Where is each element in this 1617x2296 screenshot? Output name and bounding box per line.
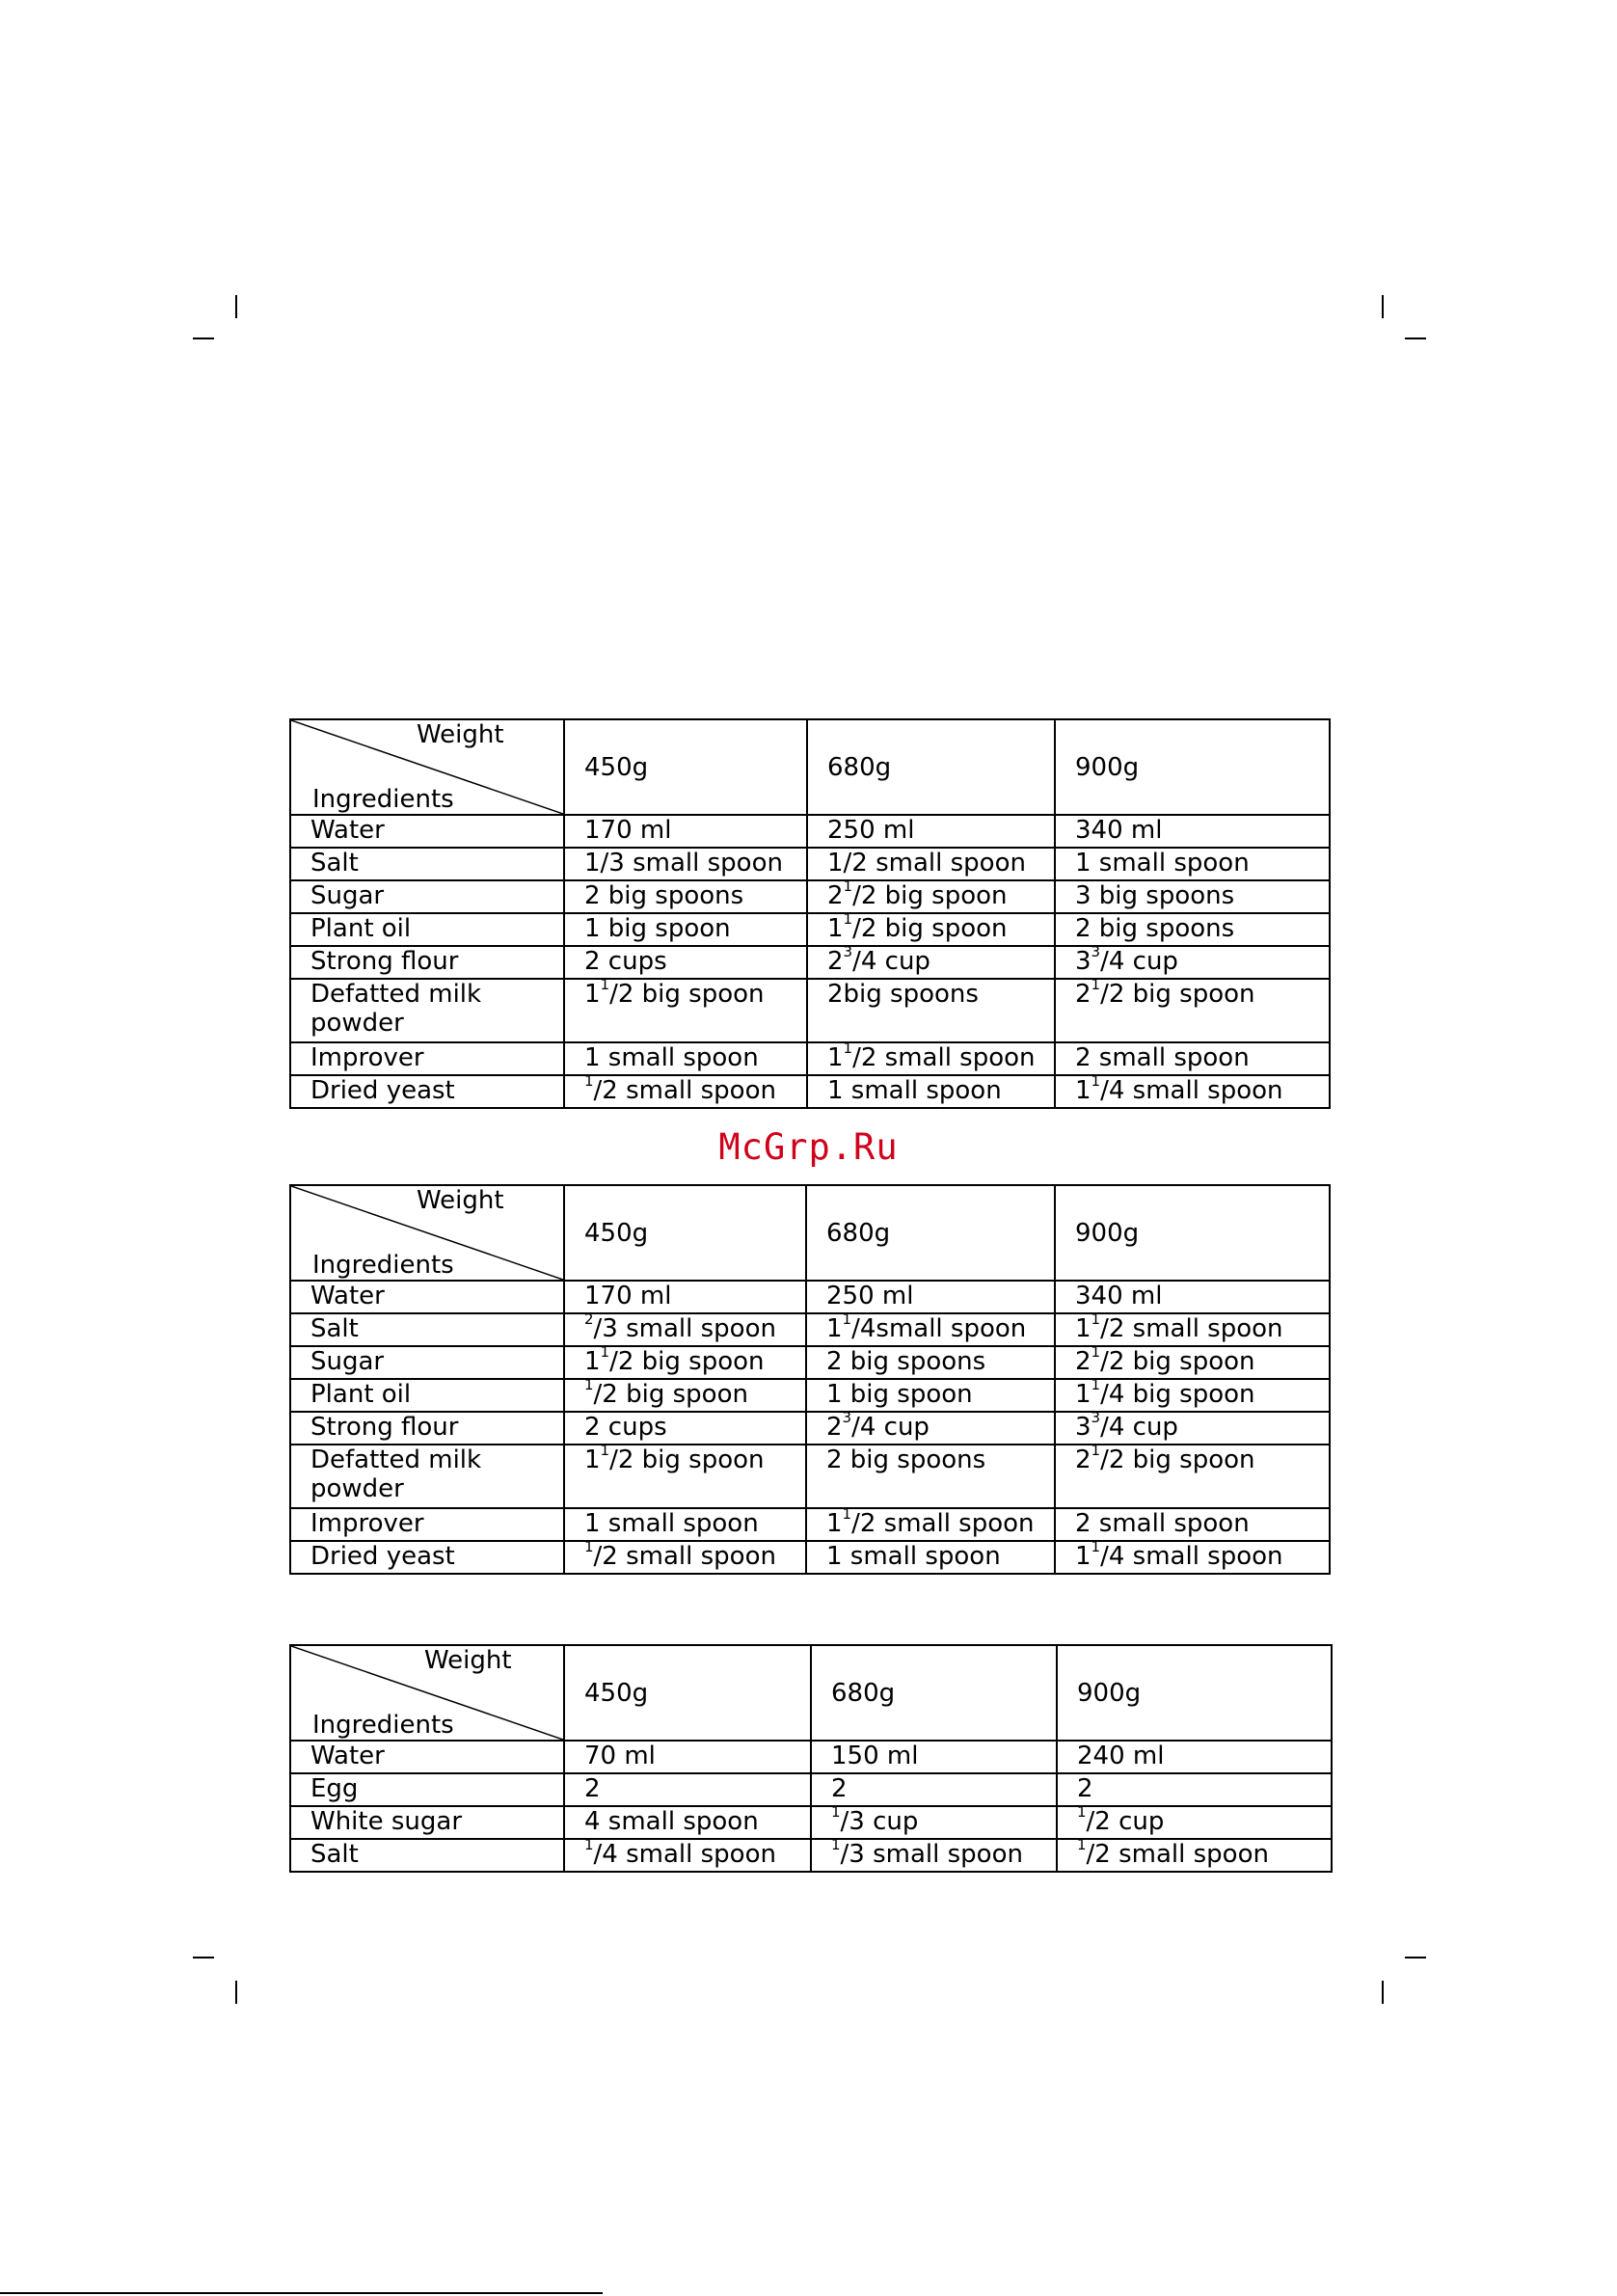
- quantity-text: 2 small spoon: [1075, 1043, 1250, 1072]
- fraction-numerator: 1: [842, 1310, 852, 1328]
- quantity-text: /3 small spoon: [840, 1840, 1023, 1869]
- recipe-table-3: [289, 1644, 1333, 1873]
- fraction-numerator: 2: [584, 1310, 594, 1328]
- quantity-cell: [1055, 943, 1330, 979]
- table-row: [290, 1313, 1330, 1346]
- quantity-text: 1 small spoon: [826, 1542, 1001, 1571]
- quantity-text: /2 big spoon: [593, 1380, 748, 1409]
- fraction-numerator: 1: [600, 1442, 610, 1459]
- quantity-text: 1 small spoon: [584, 1509, 759, 1538]
- table-row: [290, 1346, 1330, 1379]
- ingredient-name-line: Strong flour: [310, 1413, 459, 1442]
- quantity-cell: [564, 848, 807, 880]
- quantity-text: /2 big spoon: [1100, 1347, 1255, 1376]
- quantity-text: /2 big spoon: [852, 914, 1008, 943]
- fraction-numerator: 3: [842, 1409, 852, 1426]
- quantity-text: /3 cup: [840, 1807, 919, 1836]
- table-row: [290, 880, 1330, 913]
- quantity-text: /4 small spoon: [1100, 1542, 1283, 1571]
- quantity-text: /4 small spoon: [1100, 1076, 1283, 1105]
- quantity-cell: [564, 1376, 806, 1412]
- column-header: 450g: [564, 1185, 806, 1281]
- quantity-text: 340 ml: [1075, 816, 1163, 845]
- quantity-cell: [811, 1741, 1057, 1773]
- quantity-text: /2 big spoon: [1100, 980, 1255, 1009]
- quantity-text: 2 big spoons: [826, 1445, 986, 1474]
- quantity-cell: [564, 913, 807, 946]
- column-header: 450g: [564, 1645, 811, 1741]
- quantity-cell: [807, 1075, 1055, 1108]
- quantity-cell: [1055, 1376, 1330, 1412]
- quantity-text: /3 small spoon: [593, 1314, 776, 1343]
- crop-mark-top-right-v: [1382, 295, 1384, 318]
- quantity-cell: [1055, 1538, 1330, 1574]
- quantity-text: 2 big spoons: [1075, 914, 1235, 943]
- quantity-cell: [564, 880, 807, 913]
- quantity-cell: [1057, 1773, 1332, 1806]
- quantity-cell: [1055, 976, 1330, 1042]
- quantity-text: 1/3 small spoon: [584, 849, 783, 878]
- weight-label: Weight: [417, 1186, 504, 1215]
- ingredient-name: [290, 815, 564, 848]
- whole-number: 1: [584, 1347, 601, 1376]
- ingredient-name: [290, 1075, 564, 1108]
- ingredients-label: Ingredients: [312, 1251, 454, 1280]
- quantity-text: /2 small spoon: [852, 1043, 1036, 1072]
- ingredient-name: [290, 848, 564, 880]
- ingredient-name: [290, 946, 564, 979]
- whole-number: 2: [1075, 980, 1091, 1009]
- bottom-rule: [0, 2292, 603, 2294]
- table-row: [290, 1075, 1330, 1108]
- whole-number: 3: [1075, 1413, 1091, 1442]
- quantity-text: /2 small spoon: [593, 1542, 776, 1571]
- quantity-cell: [806, 1310, 1055, 1346]
- fraction-numerator: 1: [1091, 976, 1101, 993]
- whole-number: 3: [1075, 947, 1091, 976]
- fraction-numerator: 1: [843, 878, 853, 895]
- fraction-numerator: 1: [843, 910, 853, 928]
- whole-number: 1: [1075, 1076, 1091, 1105]
- ingredient-name: [290, 1379, 564, 1412]
- quantity-text: 150 ml: [831, 1742, 919, 1770]
- ingredient-name-line: Plant oil: [310, 1380, 412, 1409]
- column-header: 680g: [807, 719, 1055, 815]
- table-row: [290, 1508, 1330, 1541]
- fraction-numerator: 1: [843, 1040, 853, 1057]
- quantity-text: /4 cup: [1100, 1413, 1178, 1442]
- ingredient-name-line: Dried yeast: [310, 1076, 455, 1105]
- quantity-text: 2: [584, 1774, 601, 1803]
- whole-number: 1: [584, 980, 601, 1009]
- quantity-text: 170 ml: [584, 816, 672, 845]
- quantity-text: 2: [831, 1774, 848, 1803]
- quantity-cell: [564, 1773, 811, 1806]
- table-row: [290, 1379, 1330, 1412]
- table-row: [290, 1839, 1332, 1872]
- fraction-numerator: 1: [831, 1836, 841, 1853]
- fraction-numerator: 1: [600, 1343, 610, 1361]
- table-row: [290, 1541, 1330, 1574]
- weight-label: Weight: [424, 1646, 512, 1675]
- ingredient-name: [290, 1313, 564, 1346]
- ingredient-name: [290, 1346, 564, 1379]
- quantity-text: 1 big spoon: [584, 914, 731, 943]
- quantity-cell: [811, 1803, 1057, 1839]
- quantity-cell: [807, 979, 1055, 1042]
- ingredient-name: [290, 1445, 564, 1508]
- quantity-text: 2 small spoon: [1075, 1509, 1250, 1538]
- quantity-text: 170 ml: [584, 1282, 672, 1310]
- quantity-text: 250 ml: [826, 1282, 914, 1310]
- fraction-numerator: 1: [584, 1376, 594, 1393]
- quantity-cell: [564, 815, 807, 848]
- weight-label: Weight: [417, 720, 504, 749]
- ingredient-name-line: Sugar: [310, 881, 385, 910]
- ingredient-name-line: Defatted milk: [310, 980, 482, 1009]
- quantity-text: 1 small spoon: [1075, 849, 1250, 878]
- fraction-numerator: 1: [1091, 1072, 1101, 1090]
- quantity-cell: [564, 1442, 806, 1508]
- quantity-cell: [1055, 880, 1330, 913]
- quantity-text: /2 big spoon: [609, 980, 765, 1009]
- table-row: [290, 979, 1330, 1042]
- crop-mark-bottom-right-h: [1405, 1957, 1426, 1958]
- quantity-cell: [1055, 1042, 1330, 1075]
- whole-number: 1: [584, 1445, 601, 1474]
- ingredient-name: [290, 1281, 564, 1313]
- column-header: 680g: [806, 1185, 1055, 1281]
- quantity-text: 70 ml: [584, 1742, 656, 1770]
- quantity-text: /2 big spoon: [1100, 1445, 1255, 1474]
- ingredient-name: [290, 1042, 564, 1075]
- quantity-cell: [1057, 1803, 1332, 1839]
- quantity-cell: [807, 943, 1055, 979]
- ingredient-name: [290, 1508, 564, 1541]
- quantity-cell: [564, 1538, 806, 1574]
- crop-mark-top-left-h: [193, 338, 214, 339]
- quantity-text: /4 cup: [851, 1413, 930, 1442]
- quantity-cell: [1055, 1508, 1330, 1541]
- quantity-text: 2 big spoons: [584, 881, 744, 910]
- whole-number: 1: [827, 914, 844, 943]
- diagonal-header-cell: [290, 1185, 564, 1281]
- ingredient-name: [290, 913, 564, 946]
- quantity-text: /4 big spoon: [1100, 1380, 1255, 1409]
- quantity-text: 4 small spoon: [584, 1807, 759, 1836]
- quantity-cell: [806, 1541, 1055, 1574]
- quantity-cell: [807, 848, 1055, 880]
- quantity-text: /2 big spoon: [609, 1347, 765, 1376]
- whole-number: 1: [827, 1043, 844, 1072]
- whole-number: 2: [826, 1413, 843, 1442]
- quantity-text: /4 cup: [1100, 947, 1178, 976]
- ingredient-name-line: Plant oil: [310, 914, 412, 943]
- whole-number: 2: [827, 881, 844, 910]
- ingredient-name-line: Water: [310, 1282, 385, 1310]
- fraction-numerator: 1: [584, 1538, 594, 1555]
- watermark: McGrp.Ru: [718, 1126, 899, 1168]
- ingredient-name: [290, 979, 564, 1042]
- quantity-cell: [564, 1412, 806, 1445]
- ingredient-name-line: Water: [310, 1742, 385, 1770]
- quantity-cell: [564, 1343, 806, 1379]
- ingredient-name: [290, 1773, 564, 1806]
- diagonal-header-cell: [290, 1645, 564, 1741]
- ingredient-name-line: Improver: [310, 1509, 424, 1538]
- quantity-text: 1 big spoon: [826, 1380, 973, 1409]
- quantity-text: 240 ml: [1077, 1742, 1165, 1770]
- ingredient-name-line: Salt: [310, 849, 359, 878]
- fraction-numerator: 1: [584, 1072, 594, 1090]
- quantity-cell: [1055, 913, 1330, 946]
- fraction-numerator: 1: [1091, 1442, 1101, 1459]
- quantity-text: 1 small spoon: [827, 1076, 1002, 1105]
- quantity-cell: [1055, 1072, 1330, 1108]
- quantity-cell: [564, 976, 807, 1042]
- quantity-cell: [564, 1508, 806, 1541]
- ingredient-name: [290, 880, 564, 913]
- quantity-text: /4small spoon: [851, 1314, 1027, 1343]
- crop-mark-top-left-v: [235, 295, 237, 318]
- ingredient-name-line: powder: [310, 1009, 404, 1038]
- quantity-cell: [564, 1836, 811, 1872]
- whole-number: 1: [1075, 1380, 1091, 1409]
- fraction-numerator: 1: [1091, 1343, 1101, 1361]
- ingredient-name: [290, 1412, 564, 1445]
- quantity-cell: [1057, 1741, 1332, 1773]
- quantity-cell: [1055, 1409, 1330, 1445]
- whole-number: 1: [826, 1314, 843, 1343]
- ingredient-name: [290, 1741, 564, 1773]
- quantity-cell: [807, 1042, 1055, 1075]
- quantity-cell: [1055, 848, 1330, 880]
- quantity-text: 340 ml: [1075, 1282, 1163, 1310]
- quantity-text: 2 big spoons: [826, 1347, 986, 1376]
- quantity-cell: [811, 1836, 1057, 1872]
- table-row: [290, 1806, 1332, 1839]
- table-row: [290, 946, 1330, 979]
- quantity-cell: [806, 1505, 1055, 1541]
- crop-mark-top-right-h: [1405, 338, 1426, 339]
- fraction-numerator: 1: [1077, 1803, 1087, 1821]
- table-row: [290, 1445, 1330, 1508]
- ingredient-name-line: Sugar: [310, 1347, 385, 1376]
- ingredient-name: [290, 1541, 564, 1574]
- quantity-cell: [564, 1310, 806, 1346]
- column-header: 900g: [1057, 1645, 1332, 1741]
- ingredient-name-line: Salt: [310, 1840, 359, 1869]
- quantity-cell: [806, 1379, 1055, 1412]
- quantity-text: 2: [1077, 1774, 1093, 1803]
- table-header-row: [290, 1185, 1330, 1281]
- table-header-row: [290, 719, 1330, 815]
- fraction-numerator: 1: [584, 1836, 594, 1853]
- quantity-text: 3 big spoons: [1075, 881, 1235, 910]
- fraction-numerator: 1: [600, 976, 610, 993]
- quantity-cell: [1055, 1343, 1330, 1379]
- fraction-numerator: 3: [843, 943, 853, 960]
- fraction-numerator: 1: [842, 1505, 852, 1523]
- ingredient-name: [290, 1839, 564, 1872]
- fraction-numerator: 3: [1091, 1409, 1101, 1426]
- ingredient-name-line: powder: [310, 1474, 404, 1503]
- ingredient-name-line: Salt: [310, 1314, 359, 1343]
- ingredients-label: Ingredients: [312, 785, 454, 814]
- quantity-text: /2 small spoon: [851, 1509, 1035, 1538]
- ingredient-name-line: White sugar: [310, 1807, 463, 1836]
- diagonal-header-cell: [290, 719, 564, 815]
- whole-number: 2: [1075, 1445, 1091, 1474]
- table-row: [290, 1741, 1332, 1773]
- quantity-cell: [806, 1409, 1055, 1445]
- fraction-numerator: 1: [1077, 1836, 1087, 1853]
- quantity-text: /2 small spoon: [593, 1076, 776, 1105]
- quantity-text: /4 cup: [852, 947, 930, 976]
- table-row: [290, 848, 1330, 880]
- fraction-numerator: 1: [831, 1803, 841, 1821]
- quantity-cell: [806, 1346, 1055, 1379]
- column-header: 450g: [564, 719, 807, 815]
- ingredient-name-line: Improver: [310, 1043, 424, 1072]
- quantity-text: /4 small spoon: [593, 1840, 776, 1869]
- whole-number: 2: [827, 947, 844, 976]
- ingredient-name-line: Dried yeast: [310, 1542, 455, 1571]
- quantity-cell: [1057, 1836, 1332, 1872]
- quantity-cell: [806, 1281, 1055, 1313]
- fraction-numerator: 1: [1091, 1538, 1101, 1555]
- table-header-row: [290, 1645, 1332, 1741]
- quantity-text: 1 small spoon: [584, 1043, 759, 1072]
- quantity-cell: [1055, 815, 1330, 848]
- quantity-cell: [564, 946, 807, 979]
- table-row: [290, 1042, 1330, 1075]
- quantity-text: /2 small spoon: [1086, 1840, 1269, 1869]
- whole-number: 1: [826, 1509, 843, 1538]
- quantity-cell: [807, 910, 1055, 946]
- ingredient-name: [290, 1806, 564, 1839]
- whole-number: 1: [1075, 1542, 1091, 1571]
- recipe-table-1: [289, 718, 1331, 1109]
- quantity-text: /2 big spoon: [852, 881, 1008, 910]
- quantity-cell: [1055, 1310, 1330, 1346]
- quantity-cell: [564, 1741, 811, 1773]
- quantity-cell: [564, 1281, 806, 1313]
- table-row: [290, 815, 1330, 848]
- crop-mark-bottom-left-h: [193, 1957, 214, 1958]
- quantity-text: 2 cups: [584, 1413, 667, 1442]
- table-row: [290, 1281, 1330, 1313]
- quantity-cell: [807, 815, 1055, 848]
- quantity-text: /2 cup: [1086, 1807, 1165, 1836]
- crop-mark-bottom-right-v: [1382, 1981, 1384, 2004]
- table-row: [290, 1412, 1330, 1445]
- fraction-numerator: 1: [1091, 1376, 1101, 1393]
- quantity-cell: [564, 1072, 807, 1108]
- crop-mark-bottom-left-v: [235, 1981, 237, 2004]
- table-row: [290, 913, 1330, 946]
- fraction-numerator: 3: [1091, 943, 1101, 960]
- quantity-cell: [1055, 1442, 1330, 1508]
- column-header: 680g: [811, 1645, 1057, 1741]
- quantity-text: 1/2 small spoon: [827, 849, 1026, 878]
- quantity-cell: [1055, 1281, 1330, 1313]
- whole-number: 1: [1075, 1314, 1091, 1343]
- quantity-text: /2 big spoon: [609, 1445, 765, 1474]
- ingredient-name-line: Egg: [310, 1774, 359, 1803]
- recipe-table-2: [289, 1184, 1331, 1575]
- quantity-cell: [564, 1806, 811, 1839]
- ingredient-name-line: Strong flour: [310, 947, 459, 976]
- whole-number: 2: [1075, 1347, 1091, 1376]
- quantity-cell: [564, 1042, 807, 1075]
- quantity-text: /2 small spoon: [1100, 1314, 1283, 1343]
- quantity-cell: [811, 1773, 1057, 1806]
- ingredients-label: Ingredients: [312, 1711, 454, 1740]
- column-header: 900g: [1055, 1185, 1330, 1281]
- fraction-numerator: 1: [1091, 1310, 1101, 1328]
- quantity-text: 250 ml: [827, 816, 915, 845]
- quantity-cell: [806, 1445, 1055, 1508]
- ingredient-name-line: Water: [310, 816, 385, 845]
- table-row: [290, 1773, 1332, 1806]
- column-header: 900g: [1055, 719, 1330, 815]
- quantity-cell: [807, 880, 1055, 913]
- quantity-text: 2 cups: [584, 947, 667, 976]
- ingredient-name-line: Defatted milk: [310, 1445, 482, 1474]
- quantity-text: 2big spoons: [827, 980, 979, 1009]
